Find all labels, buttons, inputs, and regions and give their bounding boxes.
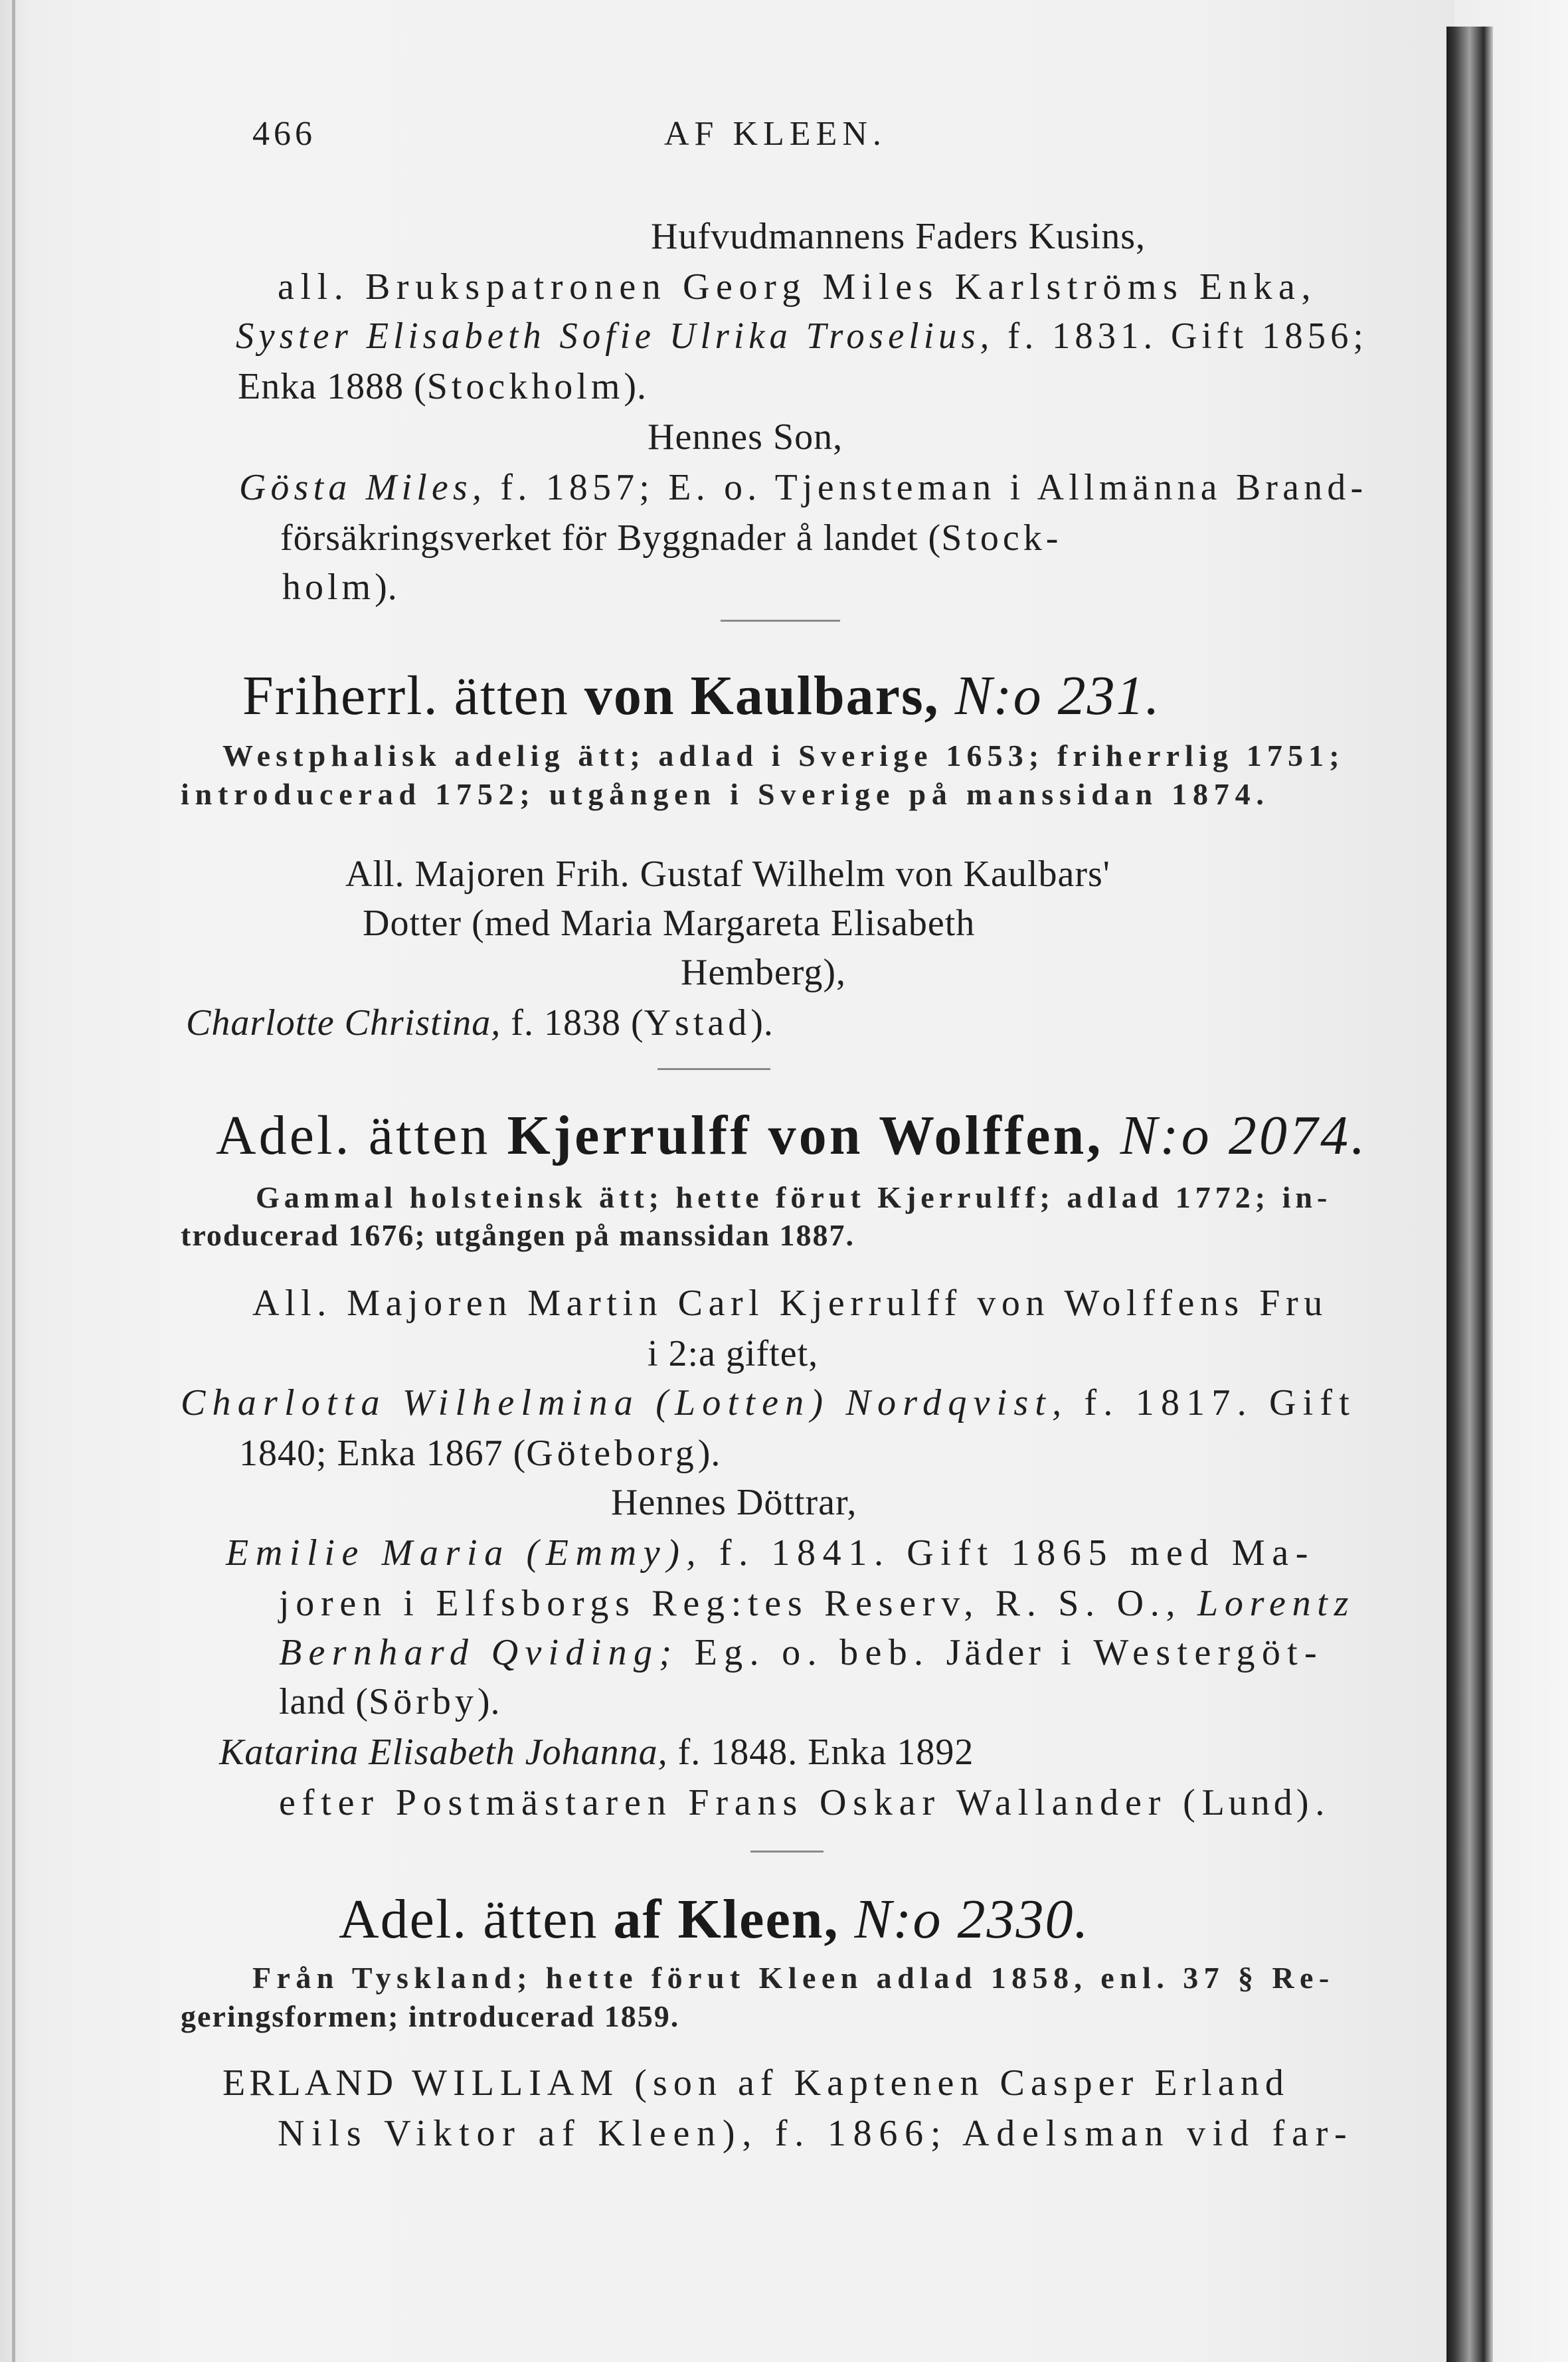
text-line — [181, 1382, 1356, 1424]
text-span: f. 1831. Gift 1856; — [994, 316, 1368, 357]
text-span: efter Postmästaren Frans Oskar Wallander ( — [279, 1782, 1202, 1823]
italic-text: Gösta Miles, — [239, 467, 487, 508]
text-line — [279, 1582, 1355, 1625]
italic-text: N:o 231. — [939, 665, 1161, 727]
italic-text: Katarina Elisabeth Johanna, — [219, 1732, 668, 1773]
text-span: Hemberg), — [681, 952, 846, 993]
text-line — [238, 365, 647, 408]
text-span: geringsformen; introducerad 1859. — [181, 1999, 680, 2033]
text-span: i 2:a giftet, — [648, 1333, 819, 1374]
family-name: von Kaulbars, — [584, 665, 940, 727]
text-span: ). — [624, 366, 648, 407]
section-heading — [339, 1886, 1089, 1953]
text-span: joren i Elfsborgs Reg:tes Reserv, R. S. O., — [279, 1583, 1197, 1624]
text-line — [279, 1631, 1324, 1674]
text-line — [345, 853, 1110, 895]
text-line — [252, 1282, 1328, 1324]
text-line — [222, 737, 1345, 774]
text-span: f. 1848. Enka 1892 — [667, 1732, 974, 1773]
text-span: Jäder — [946, 1632, 1045, 1673]
text-line — [280, 517, 1062, 559]
text-span: Hennes Döttrar, — [611, 1482, 857, 1523]
text-span: introducerad 1752; utgången i Sverige på manssidan 1874. — [181, 777, 1270, 811]
text-span: f. 1817. Gift — [1068, 1382, 1357, 1423]
text-span: ERLAND — [222, 2062, 398, 2104]
section-divider — [750, 1851, 824, 1853]
text-span: land ( — [279, 1681, 369, 1722]
section-heading — [242, 663, 1161, 729]
text-line — [181, 1998, 679, 2035]
text-span: ). — [750, 1002, 774, 1044]
running-head: AF KLEEN. — [664, 115, 887, 153]
text-span: Lund — [1201, 1782, 1296, 1823]
section-heading — [216, 1103, 1367, 1169]
page-edge-line — [12, 0, 15, 2362]
text-span: all. Brukspatronen Georg Miles Karlströms Enka, — [278, 266, 1318, 308]
text-span: Eg. o. beb. — [678, 1632, 946, 1673]
italic-text: Emilie Maria (Emmy), — [226, 1532, 703, 1574]
text-span: Hennes Son, — [648, 416, 843, 458]
text-span: Enka 1888 ( — [238, 366, 427, 407]
italic-text: N:o 2074. — [1103, 1105, 1368, 1166]
text-line — [236, 315, 1368, 357]
text-span: ). — [375, 567, 398, 608]
text-line — [252, 1959, 1335, 1997]
family-name: Kjerrulff von Wolffen, — [507, 1105, 1104, 1166]
text-line — [279, 1681, 501, 1723]
text-span: f. 1857; E. o. Tjensteman i Allmänna Brand- — [486, 467, 1368, 508]
text-line — [611, 1481, 857, 1524]
text-line — [279, 1781, 1331, 1824]
text-span: Adel. ätten — [339, 1888, 614, 1950]
text-line — [256, 1179, 1332, 1216]
text-span: Ystad — [644, 1002, 751, 1044]
italic-text: Charlotta Wilhelmina (Lotten) Nordqvist, — [181, 1382, 1069, 1423]
page-number: 466 — [252, 115, 316, 153]
text-line — [681, 951, 846, 994]
text-span: Från Tyskland; hette förut Kleen adlad 1858, enl. 37 § Re- — [252, 1961, 1335, 1995]
text-span: holm — [282, 567, 375, 608]
text-line — [278, 266, 1317, 308]
italic-text: Lorentz — [1197, 1583, 1355, 1624]
text-span: f. 1841. Gift 1865 med Ma- — [703, 1532, 1316, 1574]
text-span: f. 1838 ( — [501, 1002, 644, 1044]
text-span: ). — [1296, 1782, 1332, 1823]
text-span: Adel. ätten — [216, 1105, 507, 1166]
text-line — [222, 2062, 1290, 2104]
text-span: ). — [697, 1433, 721, 1474]
text-line — [181, 776, 1270, 813]
text-span: WILLIAM (son af Kaptenen Casper Erland — [397, 2062, 1290, 2104]
section-divider — [721, 620, 840, 622]
text-line — [226, 1532, 1315, 1574]
book-gutter — [1446, 27, 1493, 2362]
text-span: ). — [477, 1681, 501, 1722]
text-span: All. Majoren Martin Carl Kjerrulff von Wolffens Fru — [252, 1283, 1328, 1324]
text-span: i Westergöt- — [1044, 1632, 1324, 1673]
text-line — [363, 902, 975, 945]
text-line — [239, 466, 1367, 509]
text-span: Göteborg — [526, 1433, 698, 1474]
text-span: Sörby — [369, 1681, 478, 1722]
text-span: Westphalisk adelig ätt; adlad i Sverige 1653; friherrlig 1751; — [222, 739, 1345, 772]
text-span: 1840; Enka 1867 ( — [239, 1433, 527, 1474]
text-span: Dotter (med Maria Margareta Elisabeth — [363, 903, 976, 944]
section-divider — [657, 1068, 770, 1070]
text-span: Hufvudmannens Faders Kusins, — [651, 216, 1146, 257]
italic-text: Charlotte Christina, — [186, 1002, 501, 1044]
italic-text: N:o 2330. — [839, 1888, 1090, 1950]
text-span: Stockholm — [426, 366, 624, 407]
italic-text: Syster Elisabeth Sofie Ulrika Troselius, — [236, 316, 994, 357]
text-line — [648, 416, 843, 458]
text-line — [239, 1432, 721, 1475]
text-line — [186, 1002, 774, 1044]
text-span: försäkringsverket för Byggnader å landet ( — [280, 517, 942, 559]
text-span: Friherrl. ätten — [242, 665, 584, 727]
text-line — [219, 1731, 974, 1773]
text-line — [278, 2112, 1353, 2155]
text-line — [282, 566, 398, 608]
italic-text: Bernhard Qviding; — [279, 1632, 679, 1673]
family-name: af Kleen, — [613, 1888, 839, 1950]
text-line — [651, 215, 1146, 258]
text-line — [648, 1332, 818, 1375]
text-span: All. Majoren Frih. Gustaf Wilhelm von Kaulbars' — [345, 854, 1110, 895]
text-span: Stock- — [941, 517, 1063, 559]
text-line — [181, 1217, 855, 1254]
text-span: troducerad 1676; utgången på manssidan 1887. — [181, 1218, 855, 1252]
text-span: Gammal holsteinsk ätt; hette förut Kjerrulff; adlad 1772; in- — [256, 1180, 1332, 1214]
text-span: Nils Viktor af Kleen), f. 1866; Adelsman vid far- — [278, 2113, 1354, 2154]
